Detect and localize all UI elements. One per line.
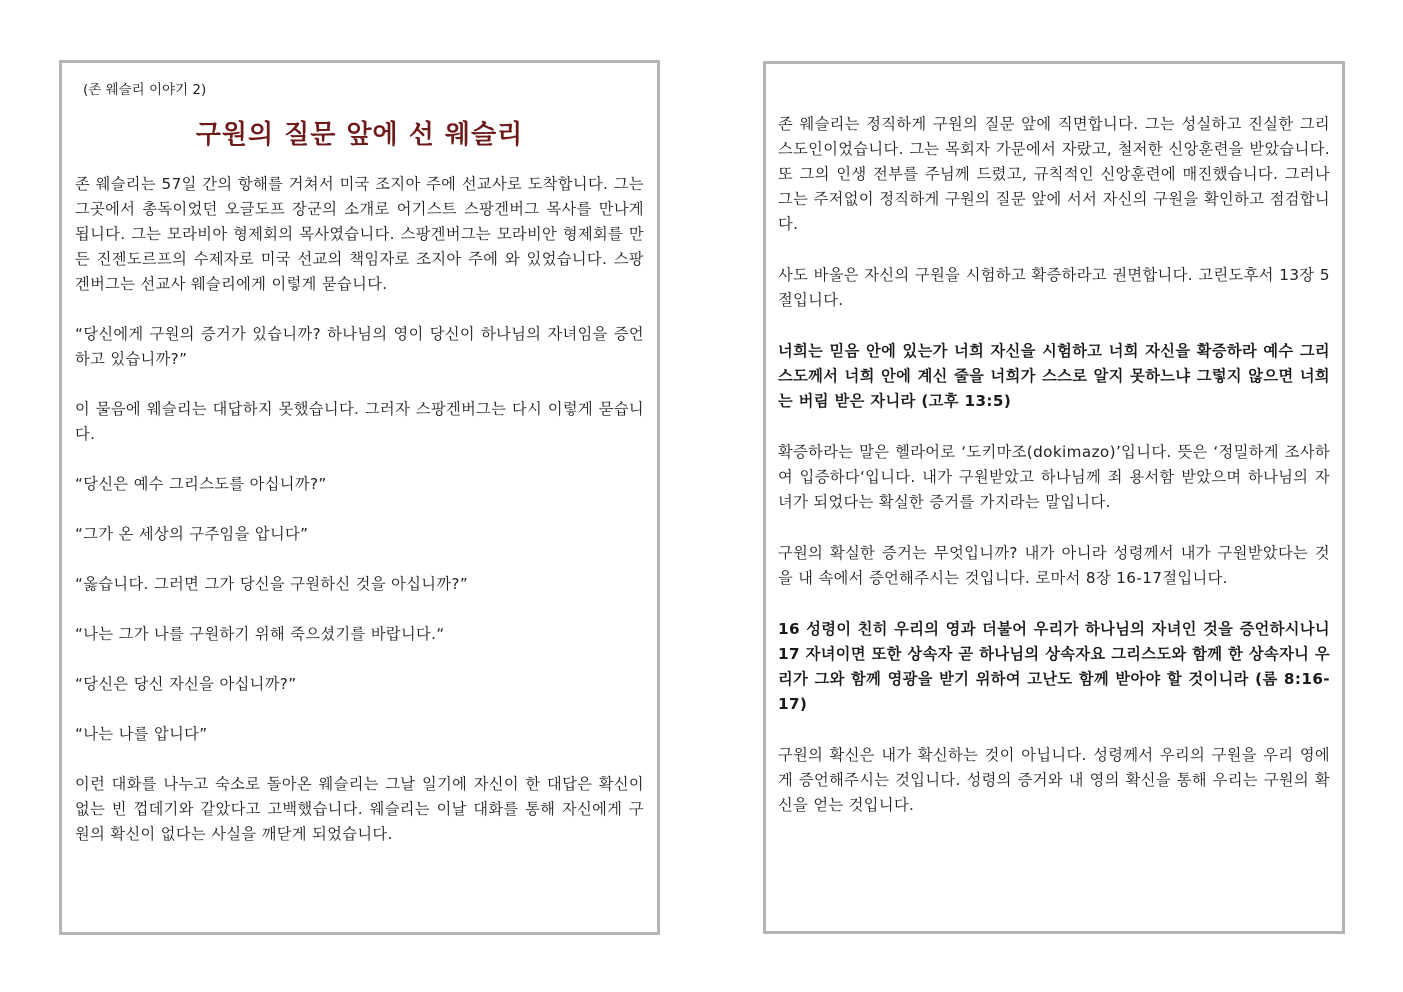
- left-paragraph-1: 존 웨슬리는 57일 간의 항해를 거쳐서 미국 조지아 주에 선교사로 도착합니다. 그는 그곳에서 총독이었던 오글도프 장군의 소개로 어기스트 스팡겐버그 목사를 만나게 됩니다. 그는 모라비아 형제회의 목사였습니다. 스팡겐버그는 모라비안 형제회를 만든 진젠도르프의 수제자로 미국 선교의 책임자로 조지아 주에 와 있었습니다. 스팡겐버그는 선교사 웨슬리에게 이렇게 묻습니다.: [75, 175, 644, 293]
- left-page: [59, 60, 660, 935]
- series-label: (존 웨슬리 이야기 2): [83, 82, 207, 98]
- scripture-quote-rom-8-16-17: 16 성령이 친히 우리의 영과 더불어 우리가 하나님의 자녀인 것을 증언하시나니 17 자녀이면 또한 상속자 곧 하나님의 상속자요 그리스도와 함께 한 상속자니 우리가 그와 함께 영광을 받기 위하여 고난도 함께 받아야 할 것이니라 (롬 8:16-17): [778, 620, 1330, 713]
- document-title: 구원의 질문 앞에 선 웨슬리: [195, 120, 524, 150]
- right-paragraph-2: 사도 바울은 자신의 구원을 시험하고 확증하라고 권면합니다. 고린도후서 13장 5절입니다.: [778, 266, 1330, 309]
- right-page: [763, 61, 1345, 934]
- right-paragraph-1: 존 웨슬리는 정직하게 구원의 질문 앞에 직면합니다. 그는 성실하고 진실한 그리스도인이었습니다. 그는 목회자 가문에서 자랐고, 철저한 신앙훈련을 받았습니다. 또 그의 인생 전부를 주님께 드렸고, 규칙적인 신앙훈련에 매진했습니다. 그러나 그는 주저없이 정직하게 구원의 질문 앞에 서서 자신의 구원을 확인하고 점검합니다.: [778, 115, 1330, 233]
- left-paragraph-5: “그가 온 세상의 구주임을 압니다”: [75, 525, 309, 543]
- right-paragraph-7: 구원의 확신은 내가 확신하는 것이 아닙니다. 성령께서 우리의 구원을 우리 영에게 증언해주시는 것입니다. 성령의 증거와 내 영의 확신을 통해 우리는 구원의 확신을 얻는 것입니다.: [778, 746, 1330, 814]
- left-paragraph-7: “나는 그가 나를 구원하기 위해 죽으셨기를 바랍니다.“: [75, 625, 445, 643]
- right-paragraph-5: 구원의 확실한 증거는 무엇입니까? 내가 아니라 성령께서 내가 구원받았다는 것을 내 속에서 증언해주시는 것입니다. 로마서 8장 16-17절입니다.: [778, 544, 1330, 587]
- left-paragraph-9: “나는 나를 압니다”: [75, 725, 208, 743]
- left-paragraph-6: “옳습니다. 그러면 그가 당신을 구원하신 것을 아십니까?”: [75, 575, 469, 593]
- left-paragraph-2: “당신에게 구원의 증거가 있습니까? 하나님의 영이 당신이 하나님의 자녀임을 증언하고 있습니까?”: [75, 325, 644, 368]
- left-paragraph-8: “당신은 당신 자신을 아십니까?”: [75, 675, 297, 693]
- scripture-quote-2cor-13-5: 너희는 믿음 안에 있는가 너희 자신을 시험하고 너희 자신을 확증하라 예수 그리스도께서 너희 안에 계신 줄을 너희가 스스로 알지 못하느냐 그렇지 않으면 너희는 버림 받은 자니라 (고후 13:5): [778, 342, 1330, 410]
- left-paragraph-4: “당신은 예수 그리스도를 아십니까?”: [75, 475, 327, 493]
- left-paragraph-3: 이 물음에 웨슬리는 대답하지 못했습니다. 그러자 스팡겐버그는 다시 이렇게 묻습니다.: [75, 400, 644, 443]
- right-paragraph-4: 확증하라는 말은 헬라어로 ‘도키마조(dokimazo)’입니다. 뜻은 ‘정밀하게 조사하여 입증하다‘입니다. 내가 구원받았고 하나님께 죄 용서함 받았으며 하나님의 자녀가 되었다는 확실한 증거를 가지라는 말입니다.: [778, 443, 1330, 511]
- left-paragraph-10: 이런 대화를 나누고 숙소로 돌아온 웨슬리는 그날 일기에 자신이 한 대답은 확신이 없는 빈 껍데기와 같았다고 고백했습니다. 웨슬리는 이날 대화를 통해 자신에게 구원의 확신이 없다는 사실을 깨닫게 되었습니다.: [75, 775, 644, 843]
